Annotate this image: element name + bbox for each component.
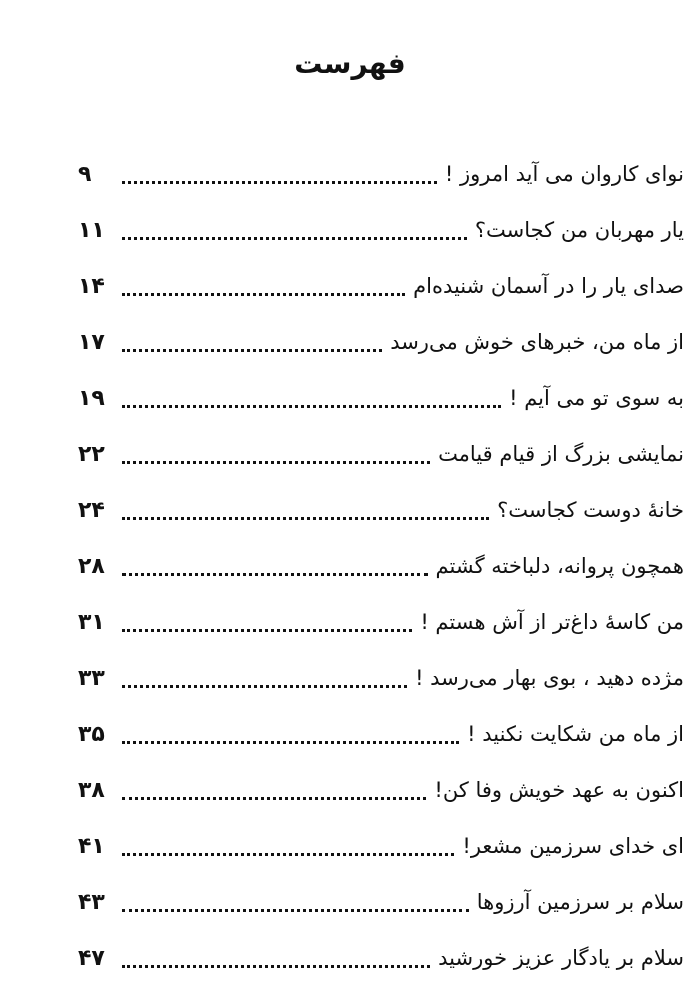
toc-entry-title: خانهٔ دوست کجاست؟ (497, 498, 684, 522)
toc-entry-page-number: ۳۸ (78, 778, 105, 803)
toc-entry-title: سلام بر سرزمین آرزوها (476, 890, 684, 914)
toc-entry-title: من کاسهٔ داغ‌تر از آش هستم ! (420, 610, 684, 634)
dot-leader (122, 461, 430, 464)
dot-leader (122, 405, 501, 408)
toc-entry-title: مژده دهید ، بوی بهار می‌رسد ! (415, 666, 684, 690)
dot-leader (122, 573, 428, 576)
toc-entry-page-number: ۱۴ (78, 274, 105, 299)
toc-entry-title: ای خدای سرزمین مشعر! (462, 834, 684, 858)
toc-entry (78, 538, 684, 594)
toc-entry (78, 706, 684, 762)
toc-entry-page-number: ۲۸ (78, 554, 105, 579)
toc-entry-page-number: ۳۵ (78, 722, 105, 747)
dot-leader (122, 629, 412, 632)
dot-leader (122, 349, 382, 352)
toc-entry (78, 482, 684, 538)
toc-entry-page-number: ۴۱ (78, 834, 105, 859)
toc-entry-title: سلام بر یادگار عزیز خورشید (438, 946, 684, 970)
toc-entry-page-number: ۲۴ (78, 498, 105, 523)
toc-entry (78, 258, 684, 314)
toc-entry (78, 874, 684, 930)
toc-entry-page-number: ۱۷ (78, 330, 105, 355)
toc-entry (78, 202, 684, 258)
toc-entry-page-number: ۴۳ (78, 890, 105, 915)
dot-leader (122, 797, 426, 800)
toc-entry-title: نمایشی بزرگ از قیام قیامت (438, 442, 684, 466)
toc-entry-page-number: ۱۹ (78, 386, 105, 411)
dot-leader (122, 181, 437, 184)
toc-entry-page-number: ۹ (78, 162, 92, 187)
page-title: فهرست (294, 47, 406, 80)
toc-entry-page-number: ۲۲ (78, 442, 105, 467)
dot-leader (122, 685, 407, 688)
toc-entry-page-number: ۴۷ (78, 946, 105, 971)
toc-entry (78, 818, 684, 874)
dot-leader (122, 741, 459, 744)
dot-leader (122, 853, 454, 856)
dot-leader (122, 293, 405, 296)
toc-entry-title: به سوی تو می آیم ! (509, 386, 684, 410)
toc-entry-page-number: ۱۱ (78, 218, 105, 243)
toc-entry (78, 594, 684, 650)
toc-entry (78, 762, 684, 818)
dot-leader (122, 965, 430, 968)
toc-entry (78, 314, 684, 370)
dot-leader (122, 517, 489, 520)
toc-entry-title: همچون پروانه، دلباخته گشتم (435, 554, 684, 578)
toc-entry-page-number: ۳۳ (78, 666, 105, 691)
toc-entry (78, 146, 684, 202)
toc-entry (78, 426, 684, 482)
table-of-contents (78, 146, 684, 986)
toc-entry-title: از ماه من شکایت نکنید ! (467, 722, 684, 746)
dot-leader (122, 909, 469, 912)
toc-entry-title: اکنون به عهد خویش وفا کن! (434, 778, 684, 802)
toc-entry-title: یار مهربان من کجاست؟ (474, 218, 684, 242)
toc-entry (78, 930, 684, 986)
dot-leader (122, 237, 467, 240)
toc-entry-title: از ماه من، خبرهای خوش می‌رسد (390, 330, 684, 354)
toc-entry-title: نوای کاروان می آید امروز ! (444, 162, 684, 186)
toc-entry (78, 370, 684, 426)
toc-entry (78, 650, 684, 706)
toc-entry-page-number: ۳۱ (78, 610, 105, 635)
toc-entry-title: صدای یار را در آسمان شنیده‌ام (413, 274, 684, 298)
